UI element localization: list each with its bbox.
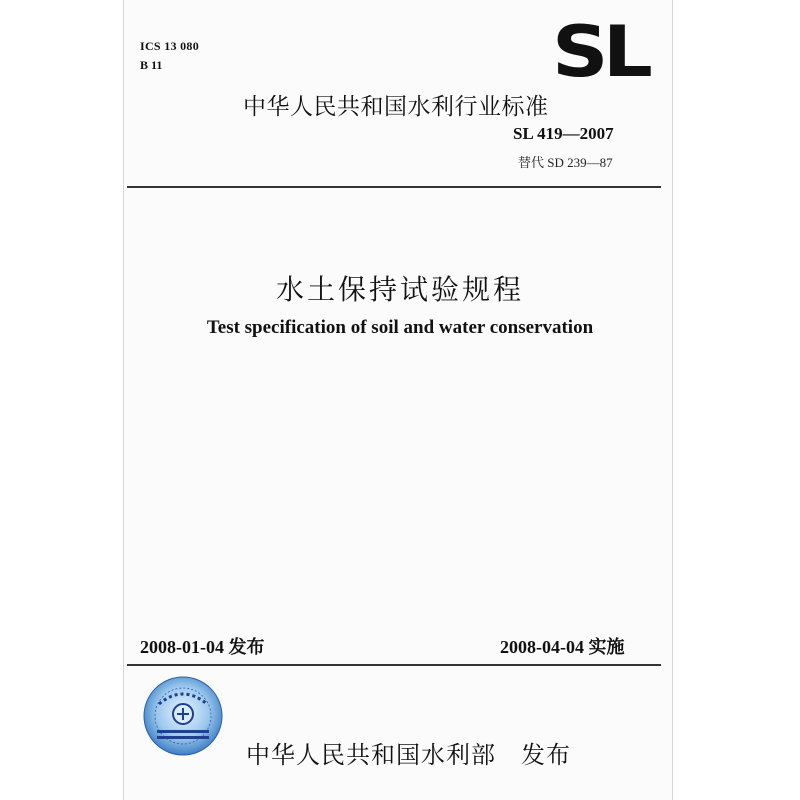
industry-standard-heading: 中华人民共和国水利行业标准: [243, 94, 549, 120]
replaces-note: 替代 SD 239—87: [518, 155, 613, 170]
title-chinese: 水土保持试验规程: [275, 273, 524, 306]
issuer: 中华人民共和国水利部 发布: [246, 741, 571, 769]
bottom-divider: [127, 664, 661, 666]
ics-code: ICS 13 080: [140, 39, 200, 53]
top-divider: [127, 186, 661, 188]
implement-date: 2008-04-04 实施: [500, 637, 625, 657]
publish-date: 2008-01-04 发布: [140, 637, 265, 657]
title-english: Test specification of soil and water conservation: [206, 317, 594, 338]
standard-number: SL 419—2007: [513, 124, 614, 143]
classification-code: B 11: [140, 58, 163, 72]
anti-counterfeit-sticker-icon: [143, 676, 223, 756]
sl-logo: SL: [552, 11, 648, 93]
